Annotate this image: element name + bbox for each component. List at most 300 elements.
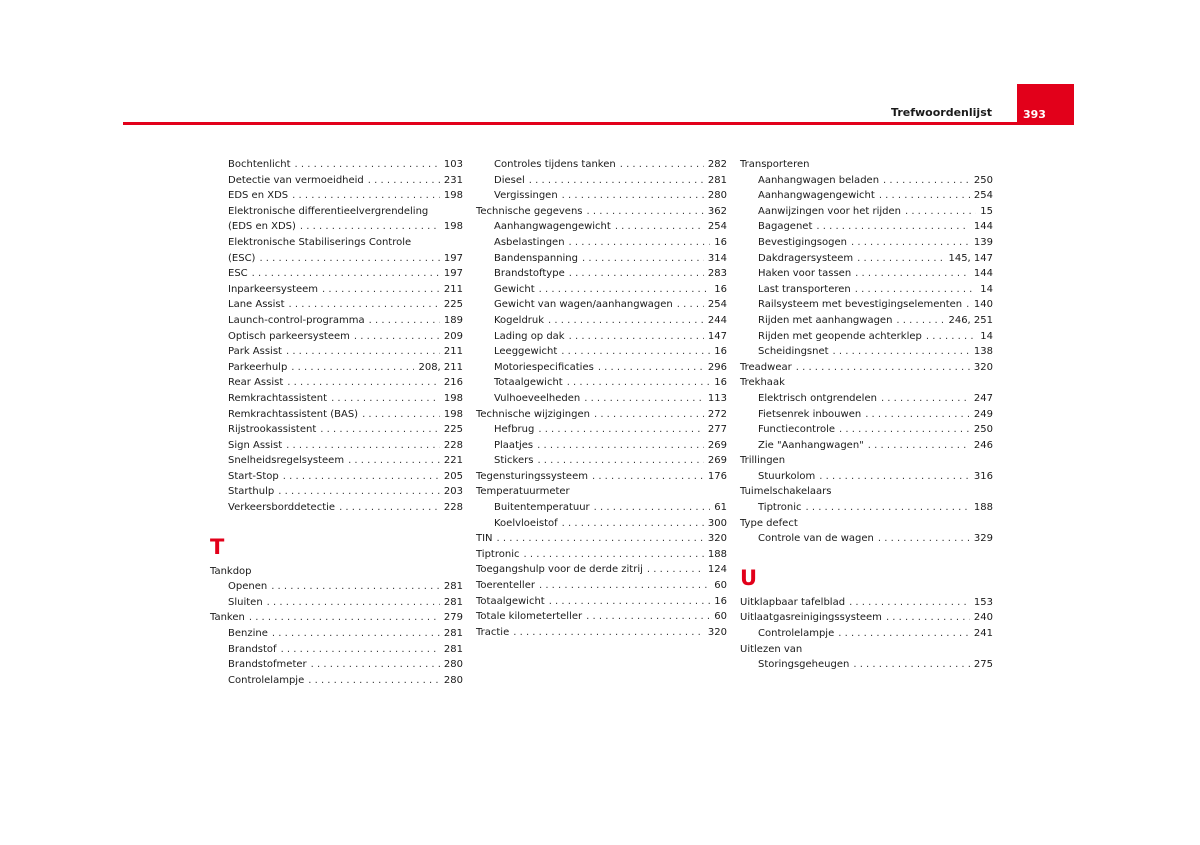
dot-leader (896, 313, 944, 329)
entry-label: Rijden met geopende achterklep (758, 330, 922, 342)
index-entry (740, 422, 993, 438)
index-entry (476, 453, 727, 469)
entry-label: Koelvloeistof (494, 517, 558, 529)
entry-label: Toerenteller (476, 580, 535, 592)
index-entry (210, 297, 463, 313)
entry-label: Totaalgewicht (476, 595, 545, 607)
index-entry (476, 562, 727, 578)
entry-label: Toegangshulp voor de derde zitrij (476, 564, 643, 576)
index-entry (210, 484, 463, 500)
entry-page: 198 (443, 408, 463, 420)
header-rule (123, 122, 1074, 125)
entry-page: 60 (714, 580, 727, 592)
entry-page: 249 (973, 408, 993, 420)
entry-label: Elektronische Stabiliserings Controle (228, 236, 412, 248)
dot-leader (339, 500, 440, 516)
index-entry (476, 173, 727, 189)
index-entry (740, 484, 993, 500)
entry-page: 320 (707, 533, 727, 545)
dot-leader (287, 375, 440, 391)
entry-label: Diesel (494, 174, 525, 186)
entry-page: 189 (443, 314, 463, 326)
index-entry (740, 344, 993, 360)
entry-page: 147 (707, 330, 727, 342)
dot-leader (295, 157, 440, 173)
dot-leader (569, 235, 711, 251)
entry-label: Aanhangwagengewicht (494, 221, 611, 233)
dot-leader (594, 500, 711, 516)
entry-label: Technische gegevens (476, 205, 583, 217)
index-entry (210, 579, 463, 595)
index-entry (210, 251, 463, 267)
entry-label: Openen (228, 581, 268, 593)
index-entry (476, 375, 727, 391)
entry-label: Rijstrookassistent (228, 424, 317, 436)
index-entry (210, 453, 463, 469)
entry-page: 269 (707, 455, 727, 467)
dot-leader (805, 500, 969, 516)
entry-page: 228 (443, 439, 463, 451)
dot-leader (857, 251, 944, 267)
index-entry (476, 422, 727, 438)
entry-page: 362 (707, 205, 727, 217)
index-entry (210, 173, 463, 189)
dot-leader (878, 531, 970, 547)
entry-label: (ESC) (228, 252, 256, 264)
dot-leader (567, 375, 711, 391)
dot-leader (562, 516, 704, 532)
dot-leader (537, 453, 703, 469)
dot-leader (592, 469, 704, 485)
entry-page: 225 (443, 299, 463, 311)
index-entry (476, 344, 727, 360)
index-entry (476, 297, 727, 313)
entry-label: Controlelampje (228, 674, 305, 686)
entry-page: 16 (714, 595, 727, 607)
index-entry (210, 469, 463, 485)
entry-label: Trekhaak (740, 377, 785, 389)
index-entry (476, 516, 727, 532)
entry-page: 225 (443, 424, 463, 436)
index-column-2 (476, 157, 727, 640)
dot-leader (272, 626, 440, 642)
index-column-1 (210, 157, 463, 688)
index-entry (740, 531, 993, 547)
entry-page: 14 (980, 283, 993, 295)
entry-page: 277 (707, 424, 727, 436)
dot-leader (569, 329, 704, 345)
entry-page: 145, 147 (948, 252, 993, 264)
entry-page: 198 (443, 190, 463, 202)
index-entry (740, 500, 993, 516)
entry-page: 144 (973, 221, 993, 233)
entry-page: 320 (707, 626, 727, 638)
index-entry (740, 610, 993, 626)
index-entry (740, 313, 993, 329)
entry-label: Storingsgeheugen (758, 659, 850, 671)
index-entry (740, 469, 993, 485)
dot-leader (286, 344, 440, 360)
entry-page: 281 (443, 596, 463, 608)
dot-leader (816, 219, 970, 235)
entry-label: Totaalgewicht (494, 377, 563, 389)
index-entry (740, 657, 993, 673)
dot-leader (886, 610, 970, 626)
entry-page: 254 (707, 221, 727, 233)
index-entry (740, 360, 993, 376)
dot-leader (348, 453, 440, 469)
dot-leader (561, 344, 710, 360)
entry-page: 280 (707, 190, 727, 202)
entry-label: EDS en XDS (228, 190, 289, 202)
index-entry (740, 453, 993, 469)
index-entry (476, 484, 727, 500)
dot-leader (833, 344, 970, 360)
dot-leader (879, 188, 970, 204)
dot-leader (249, 610, 440, 626)
index-entry (210, 204, 463, 220)
dot-leader (569, 266, 704, 282)
section-letter: T (210, 534, 225, 559)
entry-page: 124 (707, 564, 727, 576)
entry-page: 320 (973, 361, 993, 373)
dot-leader (286, 438, 440, 454)
entry-page: 188 (973, 502, 993, 514)
entry-label: Aanhangwagen beladen (758, 174, 880, 186)
entry-label: Type defect (740, 517, 798, 529)
entry-label: Remkrachtassistent (228, 392, 328, 404)
index-entry (476, 609, 727, 625)
entry-label: Lane Assist (228, 299, 285, 311)
dot-leader (905, 204, 976, 220)
section-letter: U (740, 565, 758, 590)
entry-label: Bochtenlicht (228, 159, 291, 170)
index-entry (740, 282, 993, 298)
entry-label: Motoriespecificaties (494, 361, 594, 373)
dot-leader (851, 235, 970, 251)
entry-page: 203 (443, 486, 463, 498)
dot-leader (582, 251, 704, 267)
dot-leader (538, 422, 704, 438)
index-column-3 (740, 157, 993, 673)
dot-leader (562, 188, 704, 204)
index-entry (740, 266, 993, 282)
entry-label: Tanken (210, 612, 245, 624)
dot-leader (796, 360, 970, 376)
entry-page: 281 (443, 643, 463, 655)
index-entry (210, 500, 463, 516)
entry-page: 16 (714, 236, 727, 248)
entry-label: Last transporteren (758, 283, 851, 295)
entry-page: 16 (714, 283, 727, 295)
entry-label: Scheidingsnet (758, 346, 829, 358)
entry-page: 246 (973, 439, 993, 451)
entry-label: Lading op dak (494, 330, 565, 342)
index-entry (476, 204, 727, 220)
entry-label: Stickers (494, 455, 534, 467)
index-entry (210, 595, 463, 611)
index-entry (210, 626, 463, 642)
dot-leader (539, 578, 710, 594)
entry-page: 197 (443, 268, 463, 280)
index-entry (740, 329, 993, 345)
dot-leader (331, 391, 440, 407)
dot-leader (586, 609, 710, 625)
dot-leader (855, 282, 977, 298)
dot-leader (292, 188, 440, 204)
index-entry (210, 235, 463, 251)
entry-page: 140 (973, 299, 993, 311)
entry-page: 228 (443, 502, 463, 514)
entry-label: TIN (476, 533, 493, 545)
index-list (210, 157, 463, 516)
dot-leader (584, 391, 704, 407)
index-entry (210, 391, 463, 407)
entry-label: Zie "Aanhangwagen" (758, 439, 864, 451)
entry-label: Launch-control-programma (228, 314, 365, 326)
entry-page: 211 (443, 346, 463, 358)
entry-page: 113 (707, 392, 727, 404)
index-entry (476, 547, 727, 563)
entry-page: 208, 211 (418, 361, 463, 373)
entry-page: 139 (973, 236, 993, 248)
index-entry (210, 157, 463, 173)
dot-leader (320, 422, 440, 438)
dot-leader (283, 469, 440, 485)
dot-leader (926, 329, 976, 345)
entry-label: Elektrisch ontgrendelen (758, 392, 877, 404)
dot-leader (883, 173, 970, 189)
entry-label: Bandenspanning (494, 252, 578, 264)
dot-leader (598, 360, 704, 376)
entry-page: 329 (973, 533, 993, 545)
entry-label: Treadwear (740, 361, 792, 373)
dot-leader (369, 313, 440, 329)
entry-page: 246, 251 (948, 314, 993, 326)
entry-label: Tegensturingssysteem (476, 470, 588, 482)
index-entry (476, 407, 727, 423)
entry-page: 197 (443, 252, 463, 264)
dot-leader (853, 657, 970, 673)
index-list (740, 595, 993, 673)
index-entry (740, 219, 993, 235)
dot-leader (620, 157, 704, 173)
dot-leader (865, 407, 970, 423)
entry-page: 198 (443, 221, 463, 233)
entry-page: 250 (973, 424, 993, 436)
dot-leader (308, 673, 440, 689)
entry-page: 60 (714, 611, 727, 623)
dot-leader (529, 173, 704, 189)
index-entry (210, 266, 463, 282)
entry-page: 247 (973, 392, 993, 404)
entry-page: 250 (973, 174, 993, 186)
index-entry (210, 657, 463, 673)
entry-page: 281 (443, 628, 463, 640)
entry-label: Haken voor tassen (758, 268, 852, 280)
entry-label: Vulhoeveelheden (494, 392, 581, 404)
entry-label: Detectie van vermoeidheid (228, 174, 364, 186)
entry-page: 279 (443, 612, 463, 624)
entry-page: 244 (707, 314, 727, 326)
index-entry (740, 391, 993, 407)
index-entry (740, 204, 993, 220)
dot-leader (281, 642, 440, 658)
entry-label: Rear Assist (228, 377, 284, 389)
entry-page: 269 (707, 439, 727, 451)
index-list (740, 157, 993, 547)
entry-label: Buitentemperatuur (494, 502, 590, 514)
entry-label: Parkeerhulp (228, 361, 288, 373)
entry-label: Uitlezen van (740, 643, 803, 655)
index-list (210, 564, 463, 689)
index-entry (740, 375, 993, 391)
entry-label: Plaatjes (494, 439, 534, 451)
entry-label: Leeggewicht (494, 346, 558, 358)
entry-page: 138 (973, 346, 993, 358)
entry-page: 240 (973, 612, 993, 624)
entry-label: Aanwijzingen voor het rijden (758, 205, 901, 217)
entry-label: Totale kilometerteller (476, 611, 583, 623)
entry-page: 254 (973, 190, 993, 202)
entry-page: 176 (707, 470, 727, 482)
entry-label: Verkeersborddetectie (228, 502, 336, 514)
entry-label: Inparkeersysteem (228, 283, 319, 295)
dot-leader (322, 282, 440, 298)
entry-page: 211 (443, 283, 463, 295)
entry-label: Elektronische differentieelvergrendeling (228, 205, 429, 217)
entry-label: Bevestigingsogen (758, 236, 847, 248)
entry-label: Tractie (476, 626, 510, 638)
dot-leader (278, 484, 440, 500)
index-entry (210, 313, 463, 329)
page-title: Trefwoordenlijst (891, 106, 992, 119)
index-entry (210, 344, 463, 360)
entry-label: Kogeldruk (494, 314, 545, 326)
entry-label: Snelheidsregelsysteem (228, 455, 345, 467)
page-number: 393 (1023, 108, 1046, 121)
entry-label: Gewicht van wagen/aanhangwagen (494, 299, 673, 311)
entry-label: Optisch parkeersysteem (228, 330, 350, 342)
entry-label: Brandstoftype (494, 268, 565, 280)
entry-page: 280 (443, 659, 463, 671)
entry-label: Asbelastingen (494, 236, 565, 248)
dot-leader (966, 297, 970, 313)
dot-leader (838, 626, 970, 642)
dot-leader (594, 407, 704, 423)
dot-leader (881, 391, 970, 407)
index-entry (740, 642, 993, 658)
entry-page: 314 (707, 252, 727, 264)
index-entry (740, 438, 993, 454)
entry-label: Functiecontrole (758, 424, 836, 436)
entry-label: Start-Stop (228, 470, 279, 482)
index-entry (210, 282, 463, 298)
index-entry (476, 313, 727, 329)
index-entry (476, 531, 727, 547)
dot-leader (523, 547, 703, 563)
dot-leader (677, 297, 704, 313)
entry-label: Railsysteem met bevestigingselementen (758, 299, 963, 311)
entry-page: 16 (714, 377, 727, 389)
index-entry (740, 173, 993, 189)
entry-page: 296 (707, 361, 727, 373)
entry-label: Controlelampje (758, 628, 835, 640)
entry-page: 188 (707, 548, 727, 560)
index-entry (210, 375, 463, 391)
index-entry (476, 438, 727, 454)
index-entry (740, 157, 993, 173)
index-entry (476, 360, 727, 376)
index-entry (476, 469, 727, 485)
entry-label: Controle van de wagen (758, 533, 874, 545)
dot-leader (289, 297, 440, 313)
entry-label: Remkrachtassistent (BAS) (228, 408, 359, 420)
dot-leader (271, 579, 440, 595)
dot-leader (513, 625, 704, 641)
index-entry (476, 391, 727, 407)
entry-page: 16 (714, 346, 727, 358)
entry-label: Controles tijdens tanken (494, 159, 616, 170)
entry-label: (EDS en XDS) (228, 221, 296, 233)
entry-page: 14 (980, 330, 993, 342)
entry-label: Dakdragersysteem (758, 252, 854, 264)
index-entry (210, 642, 463, 658)
entry-label: Sign Assist (228, 439, 283, 451)
dot-leader (354, 329, 440, 345)
entry-label: Tiptronic (758, 502, 802, 514)
entry-page: 205 (443, 470, 463, 482)
index-entry (476, 594, 727, 610)
dot-leader (311, 657, 440, 673)
entry-page: 316 (973, 470, 993, 482)
index-entry (210, 564, 463, 580)
dot-leader (368, 173, 440, 189)
index-entry (210, 407, 463, 423)
index-entry (476, 235, 727, 251)
entry-label: Tuimelschakelaars (740, 486, 832, 498)
entry-label: Benzine (228, 628, 268, 640)
entry-label: Bagagenet (758, 221, 813, 233)
dot-leader (587, 204, 704, 220)
entry-label: Park Assist (228, 346, 282, 358)
entry-page: 282 (707, 159, 727, 170)
entry-page: 209 (443, 330, 463, 342)
dot-leader (291, 360, 414, 376)
dot-leader (497, 531, 704, 547)
index-entry (210, 438, 463, 454)
index-entry (476, 282, 727, 298)
entry-label: Vergissingen (494, 190, 558, 202)
entry-page: 61 (714, 502, 727, 514)
entry-page: 281 (443, 581, 463, 593)
index-entry (476, 251, 727, 267)
page-number-box (1017, 84, 1074, 125)
entry-page: 231 (443, 174, 463, 186)
index-entry (476, 578, 727, 594)
index-entry (476, 219, 727, 235)
dot-leader (549, 594, 711, 610)
dot-leader (868, 438, 970, 454)
entry-page: 103 (443, 159, 463, 170)
index-entry (476, 266, 727, 282)
entry-page: 15 (980, 205, 993, 217)
dot-leader (819, 469, 970, 485)
entry-page: 300 (707, 517, 727, 529)
index-entry (740, 251, 993, 267)
dot-leader (259, 251, 439, 267)
entry-page: 241 (973, 628, 993, 640)
